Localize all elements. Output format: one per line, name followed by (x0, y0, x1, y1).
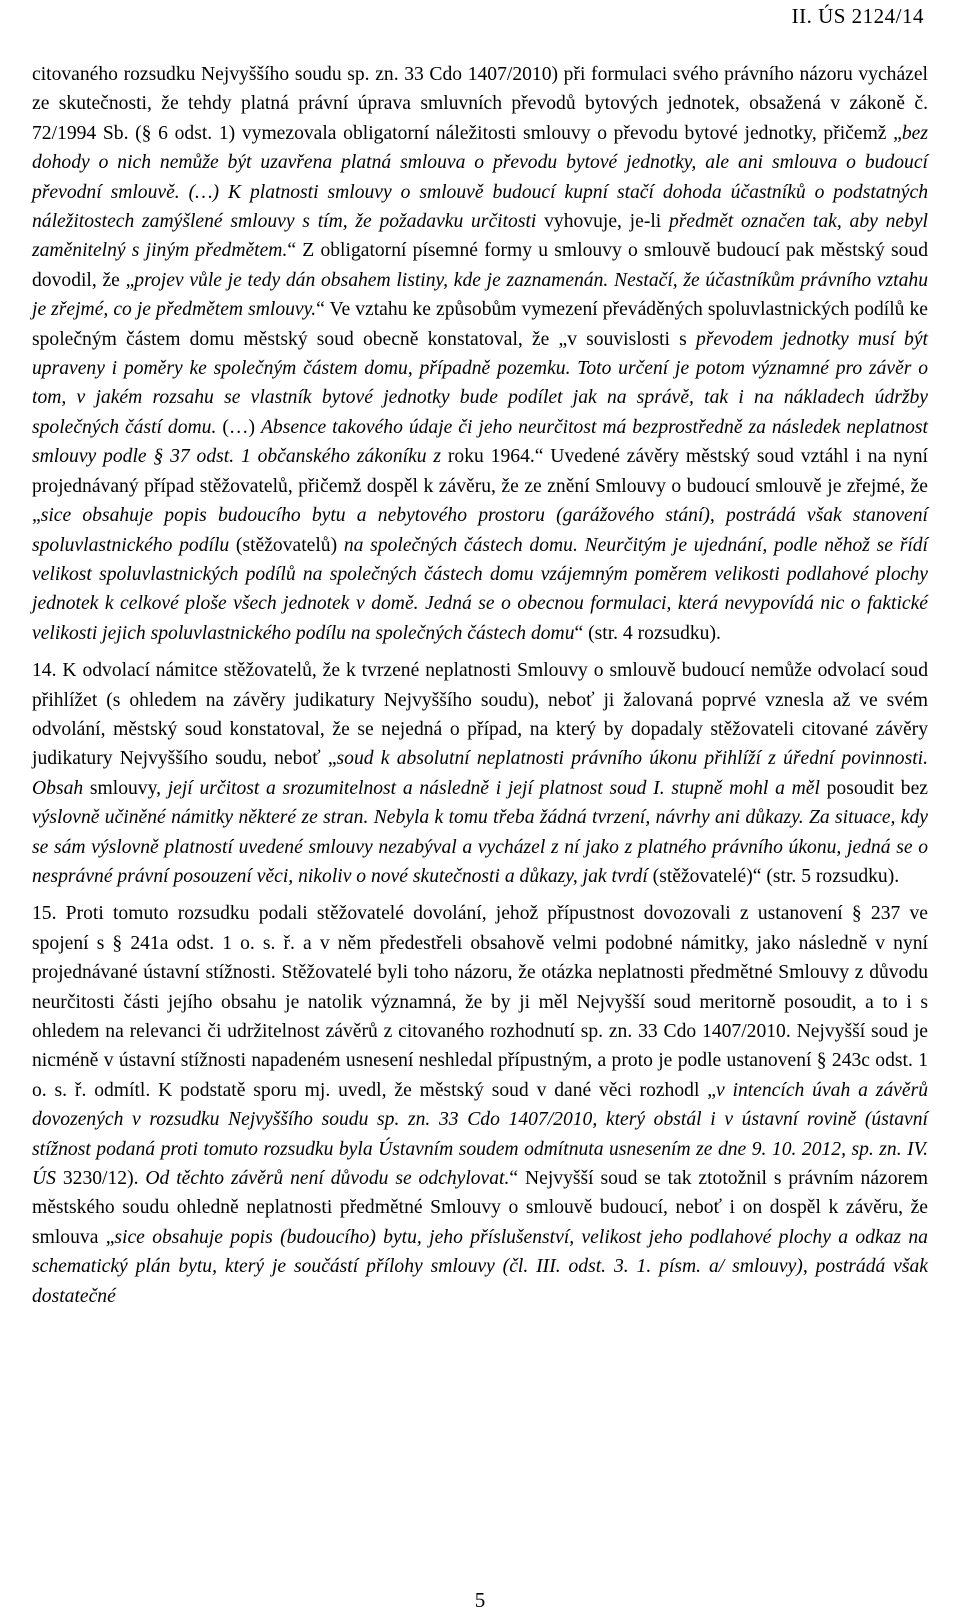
paragraph (32, 656, 928, 891)
quoted-text: Od těchto závěrů není důvodu se odchylovat. (145, 1168, 510, 1190)
quoted-text: převodem jednotky musí být upraveny i poměry ke společným částem domu, případně pozemku. Toto určení je potom významné pro závěr o tom, v jakém rozsahu se vlastník bytové jednotky bude podílet jak na správě, tak i na nákladech údržby společných částí domu. (32, 328, 928, 438)
body-text: “ Nejvyšší soud se tak ztotožnil s právním názorem městského soudu ohledně neplatnosti předmětné Smlouvy o smlouvě budoucí, neboť i on dospěl k závěru, že smlouva „ (32, 1168, 928, 1248)
body-text: (stěžovatelé)“ (str. 5 rozsudku). (647, 865, 900, 887)
body-text: citovaného rozsudku Nejvyššího soudu sp. zn. 33 Cdo 1407/2010) při formulaci svého právního názoru vycházel ze skutečnosti, že tehdy platná právní úprava smluvních převodů bytových jednotek, obsažená v zákoně č. 72/1994 Sb. (§ 6 odst. 1) vymezovala obligatorní náležitosti smlouvy o převodu bytové jednotky, přičemž „ (32, 64, 928, 144)
document-body (32, 60, 928, 1311)
body-text: smlouvy, (83, 777, 168, 799)
quoted-text: její určitost a srozumitelnost a následně i její platnost soud I. stupně mohl a měl (167, 777, 820, 799)
quoted-text: výslovně učiněné námitky některé ze stran. Nebyla k tomu třeba žádná tvrzení, návrhy ani důkazy. Za situace, kdy se sám výslovně platností uvedené smlouvy nezabýval a vycházel z ní jako z platného právního úkonu, jedná se o nesprávné právní posouzení věci, nikoliv o nové skutečnosti a důkazy, jak tvrdí (32, 807, 928, 887)
quoted-text: v intencích úvah a závěrů dovozených v rozsudku Nejvyššího soudu sp. zn. 33 Cdo 1407/2010, který obstál i v ústavní rovině (ústavní stížnost podaná proti tomuto rozsudku byla Ústavním soudem odmítnuta usnesením ze dne 9. 10. 2012, sp. zn. IV. ÚS (32, 1079, 928, 1190)
body-text: “ Ve vztahu ke způsobům vymezení převáděných spoluvlastnických podílů ke společným částem domu městský soud obecně konstatoval, že „v souvislosti s (32, 299, 929, 350)
quoted-text: předmět označen tak, aby nebyl zaměnitelný s jiným předmětem. (32, 211, 928, 262)
body-text: “ (str. 4 rozsudku). (574, 622, 721, 644)
body-text: 3230/12). (55, 1168, 146, 1190)
paragraph (32, 899, 928, 1311)
quoted-text: sice obsahuje popis budoucího bytu a nebytového prostoru (garážového stání), postrádá však stanovení spoluvlastnického podílu (32, 505, 928, 556)
body-text: posoudit bez (819, 777, 928, 799)
quoted-text: na společných částech domu. Neurčitým je ujednání, podle něhož se řídí velikost spoluvlastnických podílů na společných částech domu vzájemným poměrem velikosti podlahové plochy jednotek k celkové ploše všech jednotek v domě. Jedná se o obecnou formulaci, která nevypovídá nic o faktické velikosti jejich spoluvlastnického podílu na společných částech domu (32, 534, 929, 644)
body-text: vyhovuje, je-li (536, 211, 669, 233)
body-text: 14. K odvolací námitce stěžovatelů, že k tvrzené neplatnosti Smlouvy o smlouvě budoucí nemůže odvolací soud přihlížet (s ohledem na závěry judikatury Nejvyššího soudu), neboť ji žalovaná poprvé vznesla až ve svém odvolání, městský soud konstatoval, že se nejedná o případ, na který by dopadaly stěžovateli citované závěry judikatury Nejvyššího soudu, neboť „ (32, 660, 928, 770)
body-text: (stěžovatelů) (229, 534, 344, 556)
quoted-text: Absence takového údaje či jeho neurčitost má bezprostředně za následek neplatnost smlouvy podle § 37 odst. 1 občanského zákoníku z (32, 416, 928, 468)
quoted-text: sice obsahuje popis (budoucího) bytu, jeho příslušenství, velikost jeho podlahové plochy a odkaz na schematický plán bytu, který je součástí přílohy smlouvy (čl. III. odst. 3. 1. písm. a/ smlouvy), postrádá však dostatečné (32, 1226, 928, 1307)
case-number-header: II. ÚS 2124/14 (791, 4, 924, 28)
body-text: “ Z obligatorní písemné formy u smlouvy o smlouvě budoucí pak městský soud dovodil, že „ (32, 240, 928, 291)
quoted-text: soud k absolutní neplatnosti právního úkonu přihlíží z úřední povinnosti. Obsah (32, 748, 929, 799)
page-number: 5 (474, 1588, 486, 1612)
paragraph (32, 60, 928, 648)
body-text: roku 1964.“ Uvedené závěry městský soud vztáhl i na nyní projednávaný případ stěžovatelů, přičemž dospěl k závěru, že ze znění Smlouvy o budoucí smlouvě je zřejmé, že „ (32, 446, 928, 527)
quoted-text: projev vůle je tedy dán obsahem listiny, kde je zaznamenán. Nestačí, že účastníkům právního vztahu je zřejmé, co je předmětem smlouvy. (32, 269, 928, 321)
body-text: (…) (216, 416, 261, 438)
quoted-text: bez dohody o nich nemůže být uzavřena platná smlouva o převodu bytové jednotky, ale ani smlouva o budoucí převodní smlouvě. (…) K platnosti smlouvy o smlouvě budoucí kupní stačí dohoda účastníků o podstatných náležitostech zamýšlené smlouvy s tím, že požadavku určitosti (32, 122, 928, 233)
body-text: 15. Proti tomuto rozsudku podali stěžovatelé dovolání, jehož přípustnost dovozovali z ustanovení § 237 ve spojení s § 241a odst. 1 o. s. ř. a v něm předestřeli obsahově velmi podobné námitky, jako následně v nyní projednávané ústavní stížnosti. Stěžovatelé byli toho názoru, že otázka neplatnosti předmětné Smlouvy z důvodu neurčitosti části jejího obsahu je natolik významná, že by ji měl Nejvyšší soud meritorně posoudit, a to i s ohledem na relevanci či udržitelnost závěrů z citovaného rozhodnutí sp. zn. 33 Cdo 1407/2010. Nejvyšší soud je nicméně v ústavní stížnosti napadeném usnesení neshledal přípustným, a proto je podle ustanovení § 243c odst. 1 o. s. ř. odmítl. K podstatě sporu mj. uvedl, že městský soud v dané věci rozhodl „ (32, 903, 928, 1101)
